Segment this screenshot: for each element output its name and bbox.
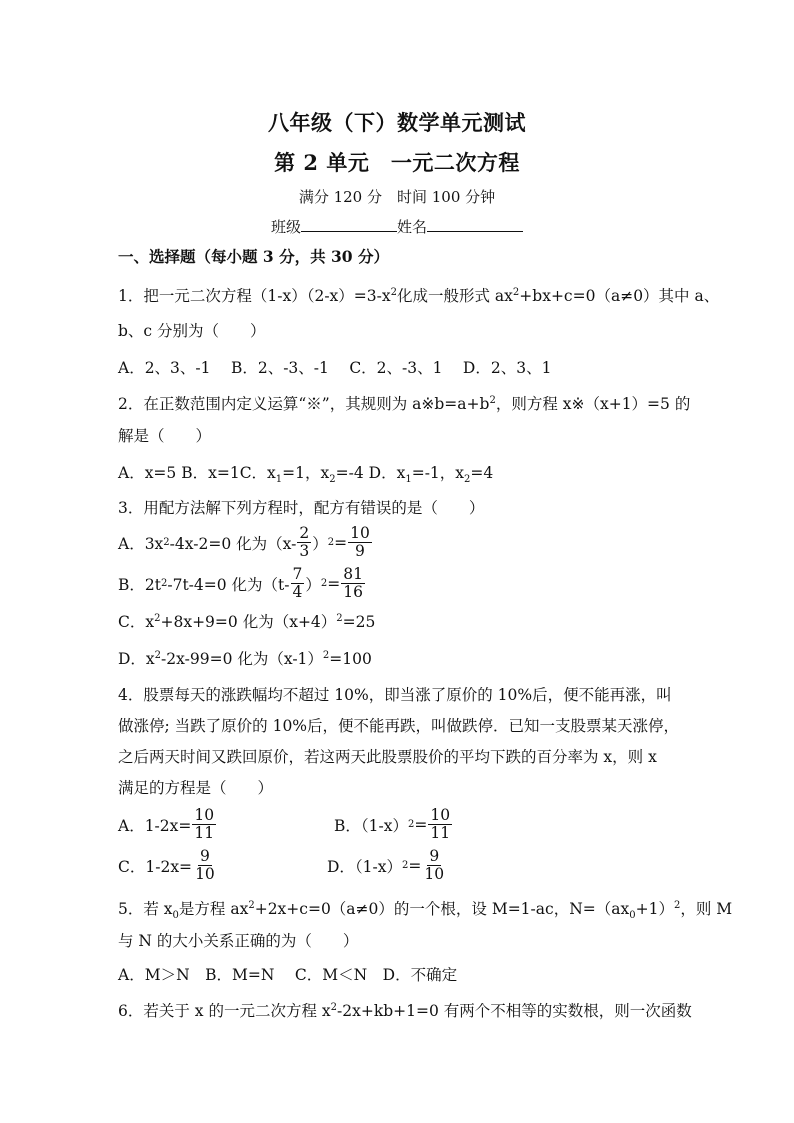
class-label: 班级 xyxy=(270,218,301,236)
question-3-option-b: B．2t 2 -7t-4=0 化为（t- $\frac{7}{4}$ ） 2 = $\frac{81}{16}$ xyxy=(118,565,364,601)
question-3-option-d: D．$x^2-2x-99=0$ 化为$(x-1)^2=100$ xyxy=(118,649,372,668)
name-blank xyxy=(427,217,523,232)
question-3-option-a: A．3x 2 -4x-2=0 化为（x- $\frac{2}{3}$ ） 2 = $\frac{10}{9}$ xyxy=(118,524,370,560)
question-4-stem-4: 满足的方程是（ ） xyxy=(118,779,274,797)
question-2-stem: 2．在正数范围内定义运算“※”，其规则为 $a※b=a+b^2$，则方程 x※（x+1）=5 的 xyxy=(118,394,691,413)
fraction: $\frac{10}{11}$ xyxy=(194,806,215,842)
question-5-stem: 5．若 $x_0$是方程 $ax^2+2x+c=0(a\ne 0)$的一个根，设 M=1-ac，$N=(ax_0+1)^2$，则 M xyxy=(118,899,733,922)
question-1-stem: 1．把一元二次方程$(1-x)(2-x)=3-x^2$化成一般形式 $ax^2+bx+c=0(a\ne 0)$其中 a、 xyxy=(118,286,720,305)
fraction: $\frac{81}{16}$ xyxy=(343,565,364,601)
name-label: 姓名 xyxy=(397,218,428,236)
question-5-stem-cont: 与 N 的大小关系正确的为（ ） xyxy=(118,932,359,950)
question-4-option-b: B．（1-x） 2 = $\frac{10}{11}$ xyxy=(334,806,451,842)
question-3-stem: 3．用配方法解下列方程时，配方有错误的是（ ） xyxy=(118,499,485,517)
question-4-stem-3: 之后两天时间又跌回原价，若这两天此股票股价的平均下跌的百分率为 x，则 x xyxy=(118,748,657,766)
class-blank xyxy=(301,217,397,232)
page-subtitle: 第 2 单元 一元二次方程 xyxy=(274,150,520,175)
question-1-stem-cont: b、c 分别为（ ） xyxy=(118,322,266,340)
exam-meta: 满分 120 分 时间 100 分钟 xyxy=(298,188,496,206)
fraction: $\frac{10}{9}$ xyxy=(350,524,370,560)
question-6-stem: 6．若关于 x 的一元二次方程 $x^2-2x+kb+1=0$ 有两个不相等的实数根，则一次函数 xyxy=(118,1001,692,1020)
question-2-stem-cont: 解是（ ） xyxy=(118,427,212,445)
question-4-stem: 4．股票每天的涨跌幅均不超过 10%，即当涨了原价的 10%后，便不能再涨，叫 xyxy=(118,686,672,704)
question-4-stem-2: 做涨停; 当跌了原价的 10%后，便不能再跌，叫做跌停．已知一支股票某天涨停， xyxy=(118,717,680,735)
question-4-option-c: C．1-2x= $\frac{9}{10}$ xyxy=(118,847,215,883)
question-5-options: A．M＞N B．M=N C．M＜N D．不确定 xyxy=(118,966,458,984)
section-heading: 一、选择题（每小题 3 分，共 30 分） xyxy=(118,247,389,266)
fraction: $\frac{9}{10}$ xyxy=(195,847,215,883)
page-title: 八年级（下）数学单元测试 xyxy=(268,110,526,135)
fraction: $\frac{7}{4}$ xyxy=(292,565,303,601)
question-3-option-c: C．$x^2+8x+9=0$ 化为$(x+4)^2=25$ xyxy=(118,612,376,631)
fraction: $\frac{9}{10}$ xyxy=(424,847,445,883)
question-1-options: A．2、3、-1 B．2、-3、-1 C．2、-3、1 D．2、3、1 xyxy=(118,359,552,377)
question-4-option-d: D．（1-x） 2 = $\frac{9}{10}$ xyxy=(327,847,445,883)
question-4-option-a: A．1-2x= $\frac{10}{11}$ xyxy=(118,806,215,842)
fraction: $\frac{2}{3}$ xyxy=(299,524,310,560)
student-info-line xyxy=(0,216,794,237)
fraction: $\frac{10}{11}$ xyxy=(430,806,451,842)
question-2-options: A．x=5 B．x=1C．$x_1=1$，$x_2=-4$ D．$x_1=-1$，$x_2=4$ xyxy=(118,464,494,486)
